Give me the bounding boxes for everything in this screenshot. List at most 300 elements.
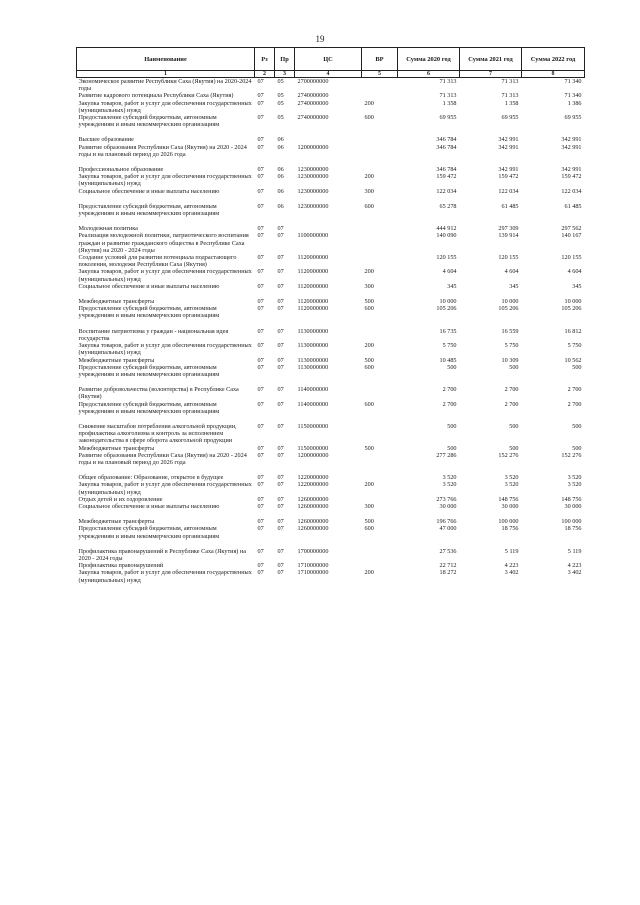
row-sum-2021: 71 313 xyxy=(501,92,519,100)
row-sum-2022: 500 xyxy=(572,444,582,452)
row-name: Социальное обеспечение и иные выплаты населению xyxy=(78,187,220,195)
row-sum-2021: 342 991 xyxy=(498,143,519,151)
table-row xyxy=(77,452,585,466)
row-cs: 1130000000 xyxy=(297,356,329,364)
row-sum-2021: 5 119 xyxy=(504,547,519,555)
row-name: Реализация молодежной политики, патриотического воспитания граждан и развитие гражданского общества в Республике Саха (Якутия) на 2020 - 2024 годы xyxy=(78,232,249,254)
row-vr xyxy=(362,136,398,143)
column-number: 6 xyxy=(398,71,460,78)
table-row xyxy=(77,496,585,503)
row-cs: 1130000000 xyxy=(297,327,329,335)
row-sum-2020: 5 750 xyxy=(442,342,457,350)
row-pr: 07 xyxy=(277,386,284,394)
row-pr: 07 xyxy=(277,282,284,290)
row-cs: 1230000000 xyxy=(297,202,329,210)
row-name: Отдых детей и их оздоровление xyxy=(78,495,163,503)
row-pr: 06 xyxy=(277,202,284,210)
row-vr xyxy=(362,232,398,254)
row-name: Межбюджетные трансферты xyxy=(78,444,155,452)
row-sum-2021: 3 402 xyxy=(504,569,519,577)
row-pr: 07 xyxy=(277,422,284,430)
row-sum-2020: 27 536 xyxy=(439,547,457,555)
table-body xyxy=(77,78,585,584)
row-name: Предоставление субсидий бюджетным, автономным учреждениям и иным некоммерческим организациям xyxy=(78,305,220,320)
row-cs: 1260000000 xyxy=(297,502,329,510)
row-vr: 600 xyxy=(364,525,374,533)
row-sum-2022: 4 223 xyxy=(567,562,582,570)
row-cs: 1220000000 xyxy=(297,481,329,489)
row-sum-2021: 10 309 xyxy=(501,356,519,364)
row-sum-2022: 2 700 xyxy=(567,400,582,408)
row-vr: 500 xyxy=(364,298,374,306)
table-row xyxy=(77,364,585,378)
row-rz: 07 xyxy=(257,518,264,526)
row-sum-2021: 122 034 xyxy=(498,187,519,195)
row-rz: 07 xyxy=(257,547,264,555)
row-spacer-cell xyxy=(77,466,585,474)
header-cs: ЦС xyxy=(295,48,362,71)
row-sum-2020: 71 313 xyxy=(439,92,457,100)
row-cs: 1710000000 xyxy=(297,569,329,577)
row-name: Закупка товаров, работ и услуг для обеспечения государственных (муниципальных) нужд xyxy=(78,569,252,584)
table-row xyxy=(77,445,585,452)
row-cs: 1140000000 xyxy=(297,386,329,394)
row-cs: 1100000000 xyxy=(297,232,329,240)
row-sum-2021: 71 313 xyxy=(501,78,519,85)
row-cs: 1150000000 xyxy=(297,422,329,430)
row-rz: 07 xyxy=(257,569,264,577)
row-cs: 1200000000 xyxy=(297,143,329,151)
table-row xyxy=(77,144,585,158)
row-vr xyxy=(362,386,398,400)
row-spacer-cell xyxy=(77,510,585,518)
row-spacer-cell xyxy=(77,378,585,386)
row-rz: 07 xyxy=(257,282,264,290)
row-sum-2022: 345 xyxy=(572,282,582,290)
row-name: Предоставление субсидий бюджетным, автономным учреждениям и иным некоммерческим организациям xyxy=(78,525,220,540)
row-spacer xyxy=(77,378,585,386)
row-sum-2020: 122 034 xyxy=(436,187,457,195)
row-rz: 07 xyxy=(257,305,264,313)
row-sum-2020: 500 xyxy=(447,444,457,452)
row-spacer-cell xyxy=(77,217,585,225)
row-pr: 06 xyxy=(277,187,284,195)
row-vr: 200 xyxy=(364,268,374,276)
row-spacer xyxy=(77,466,585,474)
row-sum-2022: 69 955 xyxy=(564,114,582,122)
row-sum-2022: 342 991 xyxy=(561,136,582,144)
row-sum-2020: 4 604 xyxy=(442,268,457,276)
row-name: Создание условий для развития потенциала подрастающего поколения, молодежи Республики Саха (Якутия) xyxy=(78,254,237,269)
row-rz: 07 xyxy=(257,400,264,408)
row-vr xyxy=(362,254,398,268)
header-rz: Рз xyxy=(255,48,275,71)
table-row xyxy=(77,166,585,173)
row-sum-2022: 140 167 xyxy=(561,232,582,240)
row-pr: 07 xyxy=(277,502,284,510)
row-sum-2020: 345 xyxy=(447,282,457,290)
page-number: 19 xyxy=(315,34,325,44)
row-sum-2021: 152 276 xyxy=(498,451,519,459)
row-sum-2020: 69 955 xyxy=(439,114,457,122)
row-rz: 07 xyxy=(257,444,264,452)
row-pr: 07 xyxy=(277,547,284,555)
row-sum-2021: 297 309 xyxy=(498,225,519,233)
row-cs: 2740000000 xyxy=(297,114,329,122)
row-sum-2020: 500 xyxy=(447,422,457,430)
row-sum-2022: 100 000 xyxy=(561,518,582,526)
row-name: Воспитание патриотизма у граждан - национальная идея государства xyxy=(78,327,229,342)
row-sum-2022: 3 402 xyxy=(567,569,582,577)
row-rz: 07 xyxy=(257,562,264,570)
table-row xyxy=(77,305,585,319)
row-pr: 06 xyxy=(277,136,284,144)
row-sum-2020: 444 912 xyxy=(436,225,457,233)
row-sum-2020: 140 090 xyxy=(436,232,457,240)
row-vr: 600 xyxy=(364,400,374,408)
row-rz: 07 xyxy=(257,225,264,233)
row-rz: 07 xyxy=(257,202,264,210)
row-vr xyxy=(362,562,398,569)
row-sum-2022: 342 991 xyxy=(561,166,582,174)
row-pr: 05 xyxy=(277,114,284,122)
row-name: Экономическое развитие Республики Саха (Якутия) на 2020-2024 годы xyxy=(78,78,252,93)
row-sum-2022: 5 119 xyxy=(567,547,582,555)
row-rz: 07 xyxy=(257,143,264,151)
table-row xyxy=(77,100,585,114)
row-name: Развитие образования Республики Саха (Якутия) на 2020 - 2024 годы и на плановый период до 2026 года xyxy=(78,451,247,466)
row-name: Развитие образования Республики Саха (Якутия) на 2020 - 2024 годы и на плановый период до 2026 года xyxy=(78,143,247,158)
row-vr xyxy=(362,166,398,173)
row-vr xyxy=(362,92,398,99)
row-name: Предоставление субсидий бюджетным, автономным учреждениям и иным некоммерческим организациям xyxy=(78,363,220,378)
row-sum-2022: 30 000 xyxy=(564,502,582,510)
table-row xyxy=(77,386,585,400)
row-spacer xyxy=(77,415,585,423)
row-sum-2021: 100 000 xyxy=(498,518,519,526)
row-pr: 07 xyxy=(277,298,284,306)
table-row xyxy=(77,225,585,232)
row-sum-2020: 18 272 xyxy=(439,569,457,577)
row-sum-2021: 159 472 xyxy=(498,173,519,181)
row-cs: 1200000000 xyxy=(297,451,329,459)
row-spacer xyxy=(77,510,585,518)
row-name: Социальное обеспечение и иные выплаты населению xyxy=(78,282,220,290)
row-sum-2020: 2 700 xyxy=(442,400,457,408)
row-name: Закупка товаров, работ и услуг для обеспечения государственных (муниципальных) нужд xyxy=(78,342,252,357)
row-pr: 07 xyxy=(277,268,284,276)
row-pr: 06 xyxy=(277,173,284,181)
row-cs: 1130000000 xyxy=(297,342,329,350)
budget-table xyxy=(76,47,585,584)
column-number-row xyxy=(77,71,585,78)
row-vr: 200 xyxy=(364,173,374,181)
table-row xyxy=(77,357,585,364)
table-row xyxy=(77,254,585,268)
row-vr: 300 xyxy=(364,282,374,290)
row-pr: 07 xyxy=(277,400,284,408)
table-row xyxy=(77,328,585,342)
table-row xyxy=(77,503,585,510)
row-name: Снижение масштабов потребления алкогольной продукции, профилактика алкоголизма и контроль за исполнением законодательства в сфере оборота алкогольной продукции xyxy=(78,422,237,445)
row-sum-2022: 71 340 xyxy=(564,92,582,100)
row-pr: 07 xyxy=(277,569,284,577)
row-sum-2022: 297 562 xyxy=(561,225,582,233)
row-vr xyxy=(362,423,398,445)
row-vr: 200 xyxy=(364,481,374,489)
row-cs: 1120000000 xyxy=(297,298,329,306)
row-cs: 2740000000 xyxy=(297,92,329,100)
row-spacer xyxy=(77,290,585,298)
header-sum-2020: Сумма 2020 год xyxy=(398,48,460,71)
row-sum-2020: 346 784 xyxy=(436,143,457,151)
row-sum-2022: 152 276 xyxy=(561,451,582,459)
row-pr: 07 xyxy=(277,518,284,526)
row-sum-2022: 18 756 xyxy=(564,525,582,533)
row-sum-2020: 1 358 xyxy=(442,99,457,107)
row-name: Межбюджетные трансферты xyxy=(78,298,155,306)
table-row xyxy=(77,518,585,525)
row-sum-2020: 159 472 xyxy=(436,173,457,181)
row-sum-2022: 4 604 xyxy=(567,268,582,276)
row-sum-2020: 2 700 xyxy=(442,386,457,394)
row-vr xyxy=(362,225,398,232)
table-row xyxy=(77,481,585,495)
table-row xyxy=(77,401,585,415)
header-sum-2021: Сумма 2021 год xyxy=(460,48,522,71)
row-rz: 07 xyxy=(257,78,264,85)
header-pr: Пр xyxy=(275,48,295,71)
row-vr: 200 xyxy=(364,342,374,350)
row-vr: 500 xyxy=(364,444,374,452)
row-vr xyxy=(362,496,398,503)
row-rz: 07 xyxy=(257,327,264,335)
table-row xyxy=(77,136,585,143)
row-cs xyxy=(295,225,362,232)
row-vr: 300 xyxy=(364,187,374,195)
header-name: Наименование xyxy=(77,48,255,71)
row-spacer xyxy=(77,320,585,328)
row-sum-2021: 500 xyxy=(509,444,519,452)
row-vr xyxy=(362,474,398,481)
row-sum-2021: 342 991 xyxy=(498,136,519,144)
row-name: Профилактика правонарушений в Республике Саха (Якутия) на 2020 - 2024 годы xyxy=(78,547,246,562)
row-pr: 06 xyxy=(277,166,284,174)
row-cs: 1700000000 xyxy=(297,547,329,555)
row-sum-2020: 10 485 xyxy=(439,356,457,364)
row-vr: 500 xyxy=(364,356,374,364)
row-pr: 07 xyxy=(277,451,284,459)
row-name: Общее образование: Образование, открытое в будущее xyxy=(78,474,224,482)
row-cs: 2740000000 xyxy=(297,99,329,107)
table-row xyxy=(77,525,585,539)
row-rz: 07 xyxy=(257,99,264,107)
table-row xyxy=(77,232,585,254)
column-number: 3 xyxy=(275,71,295,78)
row-cs: 1130000000 xyxy=(297,363,329,371)
row-cs: 1220000000 xyxy=(297,474,329,482)
row-sum-2021: 105 206 xyxy=(498,305,519,313)
row-pr: 05 xyxy=(277,99,284,107)
row-sum-2022: 2 700 xyxy=(567,386,582,394)
row-pr: 07 xyxy=(277,225,284,233)
column-number: 5 xyxy=(362,71,398,78)
row-vr: 600 xyxy=(364,114,374,122)
row-pr: 07 xyxy=(277,562,284,570)
row-pr: 07 xyxy=(277,356,284,364)
row-sum-2022: 10 000 xyxy=(564,298,582,306)
row-rz: 07 xyxy=(257,92,264,100)
row-sum-2020: 196 766 xyxy=(436,518,457,526)
row-rz: 07 xyxy=(257,232,264,240)
row-sum-2020: 47 000 xyxy=(439,525,457,533)
row-sum-2021: 18 756 xyxy=(501,525,519,533)
row-rz: 07 xyxy=(257,481,264,489)
row-sum-2022: 3 520 xyxy=(567,474,582,482)
row-sum-2022: 342 991 xyxy=(561,143,582,151)
table-row xyxy=(77,203,585,217)
row-rz: 07 xyxy=(257,386,264,394)
row-sum-2022: 105 206 xyxy=(561,305,582,313)
row-name: Предоставление субсидий бюджетным, автономным учреждениям и иным некоммерческим организациям xyxy=(78,114,220,129)
row-vr: 600 xyxy=(364,305,374,313)
row-cs: 2700000000 xyxy=(297,78,329,85)
row-sum-2022: 10 562 xyxy=(564,356,582,364)
row-pr: 07 xyxy=(277,254,284,262)
row-sum-2020: 3 520 xyxy=(442,474,457,482)
row-rz: 07 xyxy=(257,173,264,181)
row-sum-2022: 120 155 xyxy=(561,254,582,262)
table-row xyxy=(77,298,585,305)
row-pr: 07 xyxy=(277,342,284,350)
row-name: Высшее образование xyxy=(78,136,134,144)
row-spacer-cell xyxy=(77,195,585,203)
row-cs: 1120000000 xyxy=(297,282,329,290)
row-sum-2020: 71 313 xyxy=(439,78,457,85)
row-sum-2022: 61 485 xyxy=(564,202,582,210)
row-spacer-cell xyxy=(77,415,585,423)
row-sum-2021: 10 000 xyxy=(501,298,519,306)
row-rz: 07 xyxy=(257,187,264,195)
row-pr: 07 xyxy=(277,474,284,482)
row-name: Закупка товаров, работ и услуг для обеспечения государственных (муниципальных) нужд xyxy=(78,268,252,283)
header-vr: ВР xyxy=(362,48,398,71)
column-number: 1 xyxy=(77,71,255,78)
row-name: Межбюджетные трансферты xyxy=(78,518,155,526)
row-sum-2021: 500 xyxy=(509,363,519,371)
row-sum-2021: 3 520 xyxy=(504,481,519,489)
row-name: Развитие добровольчества (волонтерства) в Республике Саха (Якутия) xyxy=(78,386,239,401)
row-sum-2021: 30 000 xyxy=(501,502,519,510)
row-pr: 07 xyxy=(277,363,284,371)
row-spacer-cell xyxy=(77,128,585,136)
row-rz: 07 xyxy=(257,136,264,144)
row-sum-2022: 71 340 xyxy=(564,78,582,85)
row-sum-2021: 3 520 xyxy=(504,474,519,482)
row-sum-2020: 30 000 xyxy=(439,502,457,510)
row-cs: 1120000000 xyxy=(297,305,329,313)
row-sum-2021: 16 559 xyxy=(501,327,519,335)
table-row xyxy=(77,173,585,187)
row-sum-2022: 122 034 xyxy=(561,187,582,195)
row-sum-2020: 273 766 xyxy=(436,495,457,503)
row-rz: 07 xyxy=(257,254,264,262)
row-sum-2022: 16 812 xyxy=(564,327,582,335)
row-sum-2021: 4 223 xyxy=(504,562,519,570)
row-spacer-cell xyxy=(77,320,585,328)
row-sum-2022: 3 520 xyxy=(567,481,582,489)
row-sum-2020: 22 712 xyxy=(439,562,457,570)
row-cs: 1260000000 xyxy=(297,518,329,526)
row-sum-2020: 346 784 xyxy=(436,166,457,174)
row-sum-2020: 120 155 xyxy=(436,254,457,262)
row-sum-2020: 346 784 xyxy=(436,136,457,144)
row-cs xyxy=(295,136,362,143)
row-sum-2021: 342 991 xyxy=(498,166,519,174)
row-name: Профессиональное образование xyxy=(78,166,164,174)
table-row xyxy=(77,548,585,562)
row-name: Закупка товаров, работ и услуг для обеспечения государственных (муниципальных) нужд xyxy=(78,481,252,496)
row-pr: 05 xyxy=(277,92,284,100)
row-pr: 07 xyxy=(277,444,284,452)
row-sum-2020: 105 206 xyxy=(436,305,457,313)
row-sum-2021: 2 700 xyxy=(504,400,519,408)
row-sum-2022: 500 xyxy=(572,422,582,430)
row-cs: 1230000000 xyxy=(297,173,329,181)
row-pr: 07 xyxy=(277,327,284,335)
row-sum-2020: 500 xyxy=(447,363,457,371)
row-sum-2021: 1 358 xyxy=(504,99,519,107)
row-rz: 07 xyxy=(257,114,264,122)
table-row xyxy=(77,569,585,583)
row-sum-2020: 16 735 xyxy=(439,327,457,335)
row-vr xyxy=(362,144,398,158)
row-spacer xyxy=(77,217,585,225)
table-row xyxy=(77,188,585,195)
column-number: 2 xyxy=(255,71,275,78)
row-pr: 06 xyxy=(277,143,284,151)
row-rz: 07 xyxy=(257,422,264,430)
row-vr xyxy=(362,548,398,562)
row-pr: 07 xyxy=(277,232,284,240)
table-row xyxy=(77,268,585,282)
budget-table-container xyxy=(76,47,584,584)
row-spacer-cell xyxy=(77,540,585,548)
row-name: Профилактика правонарушений xyxy=(78,562,164,570)
header-sum-2022: Сумма 2022 год xyxy=(522,48,585,71)
row-cs: 1120000000 xyxy=(297,254,329,262)
row-sum-2022: 5 750 xyxy=(567,342,582,350)
row-sum-2022: 500 xyxy=(572,363,582,371)
table-row xyxy=(77,474,585,481)
row-pr: 07 xyxy=(277,305,284,313)
row-rz: 07 xyxy=(257,474,264,482)
table-row xyxy=(77,92,585,99)
row-spacer xyxy=(77,195,585,203)
row-sum-2020: 277 286 xyxy=(436,451,457,459)
row-vr xyxy=(362,452,398,466)
row-spacer-cell xyxy=(77,290,585,298)
row-rz: 07 xyxy=(257,502,264,510)
row-cs: 1120000000 xyxy=(297,268,329,276)
row-spacer-cell xyxy=(77,158,585,166)
row-vr: 300 xyxy=(364,502,374,510)
row-name: Социальное обеспечение и иные выплаты населению xyxy=(78,502,220,510)
row-rz: 07 xyxy=(257,268,264,276)
row-sum-2021: 120 155 xyxy=(498,254,519,262)
row-vr: 200 xyxy=(364,569,374,577)
row-spacer xyxy=(77,128,585,136)
